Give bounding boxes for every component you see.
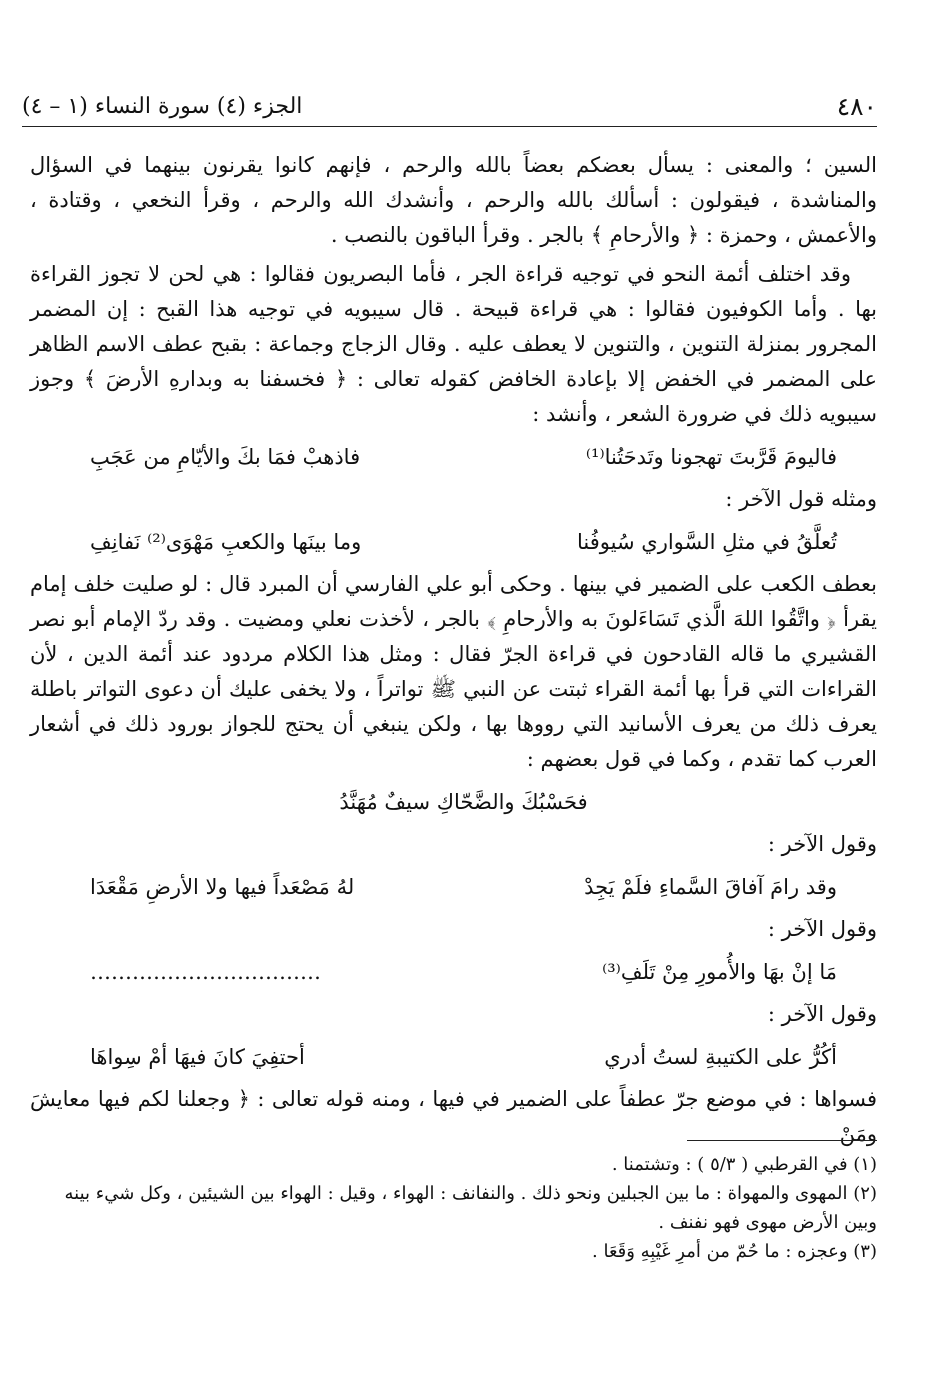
verse-4-second-hemistich: لهُ مَصْعَداً فيها ولا الأرضِ مَقْعَدَا <box>90 875 355 899</box>
paragraph-7: وقول الآخر : <box>767 1002 877 1026</box>
footnote-1: (١) في القرطبي ( ٥/٣ ) : وتشتمنا . <box>611 1154 877 1175</box>
footnotes <box>30 1150 877 1266</box>
paragraph-8: فسواها : في موضع جرّ عطفاً على الضمير في فيها ، ومنه قوله تعالى : ﴿ وجعلنا لكم فيها معايشَ ومَنْ <box>30 1087 877 1146</box>
page-number: ٤٨٠ <box>836 92 877 121</box>
verse-3-line: فحَسْبُكَ والضَّحّاكِ سيفٌ مُهَنَّدُ <box>339 790 588 814</box>
paragraph-4: بعطف الكعب على الضمير في بينها . وحكى أبو علي الفارسي أن المبرد قال : لو صليت خلف إمام يقرأ ﴿ واتَّقُوا اللهَ الَّذي تَسَاءَلونَ به والأرحامِ ﴾ بالجر ، لأخذت نعلي ومضيت . وقد ردّ الإمام أبو نصر القشيري ما قاله القادحون في قراءة الجرّ فقال : ومثل هذا الكلام مردود عند أئمة الدين ، لأن القراءات التي قرأ بها أئمة القراء ثبتت عن النبي ﷺ تواتراً ، ولا يخفى عليك أن دعوى التواتر باطلة يعرف ذلك من يعرف الأسانيد التي رووها بها ، ولكن ينبغي أن يحتج للجواز بورود ذلك في أشعار العرب كما تقدم ، وكما في قول بعضهم : <box>30 572 877 771</box>
footnote-3: (٣) وعجزه : ما حُمّ من أمرِ غَيْبِهِ وَقَعَا . <box>592 1241 877 1262</box>
main-text <box>30 148 877 1156</box>
verse-6 <box>90 1038 837 1076</box>
verse-6-second-hemistich: أحتفِيَ كانَ فيهَا أمْ سِواهَا <box>90 1045 305 1069</box>
verse-1-first-hemistich: فاليومَ قَرَّبتَ تهجونا وتَدحَتُنا⁽¹⁾ <box>585 445 837 469</box>
verse-4 <box>90 868 837 906</box>
paragraph-5: وقول الآخر : <box>767 832 877 856</box>
verse-2-first-hemistich: تُعلَّقُ في مثلِ السَّواري سُيوفُنا <box>577 530 837 554</box>
verse-5-ellipsis: …………………………… <box>90 960 321 984</box>
footnote-2: (٢) المهوى والمهواة : ما بين الجبلين ونحو ذلك . والنفانف : الهواء ، وقيل : الهواء بين الشيئين ، وكل شيء بينه وبين الأرض مهوى فهو نفنف . <box>64 1183 877 1233</box>
verse-5 <box>90 953 837 991</box>
running-title: الجزء (٤) سورة النساء (١ – ٤) <box>22 94 303 119</box>
verse-1 <box>90 438 837 476</box>
verse-2-second-hemistich: وما بينَها والكعبِ مَهْوَى⁽²⁾ نَفانِفِ <box>90 530 362 554</box>
verse-3 <box>90 783 837 821</box>
paragraph-2: وقد اختلف أئمة النحو في توجيه قراءة الجر ، فأما البصريون فقالوا : هي لحن لا تجوز القراءة بها . وأما الكوفيون فقالوا : هي قراءة قبيحة . قال سيبويه في توجيه هذا القبح : إن المضمر المجرور بمنزلة التنوين ، والتنوين لا يعطف عليه . وقال الزجاج وجماعة : بقبح عطف الاسم الظاهر على المضمر في الخفض إلا بإعادة الخافض كقوله تعالى : ﴿ فخسفنا به وبدارهِ الأرضَ ﴾ وجوز سيبويه ذلك في ضرورة الشعر ، وأنشد : <box>30 262 877 426</box>
paragraph-3: ومثله قول الآخر : <box>725 487 877 511</box>
verse-4-first-hemistich: وقد رامَ آفاقَ السَّماءِ فلَمْ يَجِدْ <box>584 875 837 899</box>
verse-2 <box>90 523 837 561</box>
footnote-divider <box>687 1140 877 1141</box>
verse-5-first-hemistich: مَا إنْ بهَا والأُمورِ مِنْ تَلَفِ⁽³⁾ <box>602 960 837 984</box>
verse-6-first-hemistich: أكُرُّ على الكتيبةِ لستُ أدري <box>604 1045 837 1069</box>
verse-1-second-hemistich: فاذهبْ فمَا بكَ والأيّامِ من عَجَبِ <box>90 445 361 469</box>
page-header <box>22 86 877 127</box>
paragraph-6: وقول الآخر : <box>767 917 877 941</box>
paragraph-1: السين ؛ والمعنى : يسأل بعضكم بعضاً بالله والرحم ، فإنهم كانوا يقرنون بينهما في السؤال والمناشدة ، فيقولون : أسألك بالله والرحم ، وأنشدك الله والرحم ، وقرأ النخعي ، وقتادة ، والأعمش ، وحمزة : ﴿ والأرحامِ ﴾ بالجر . وقرأ الباقون بالنصب . <box>30 153 877 247</box>
